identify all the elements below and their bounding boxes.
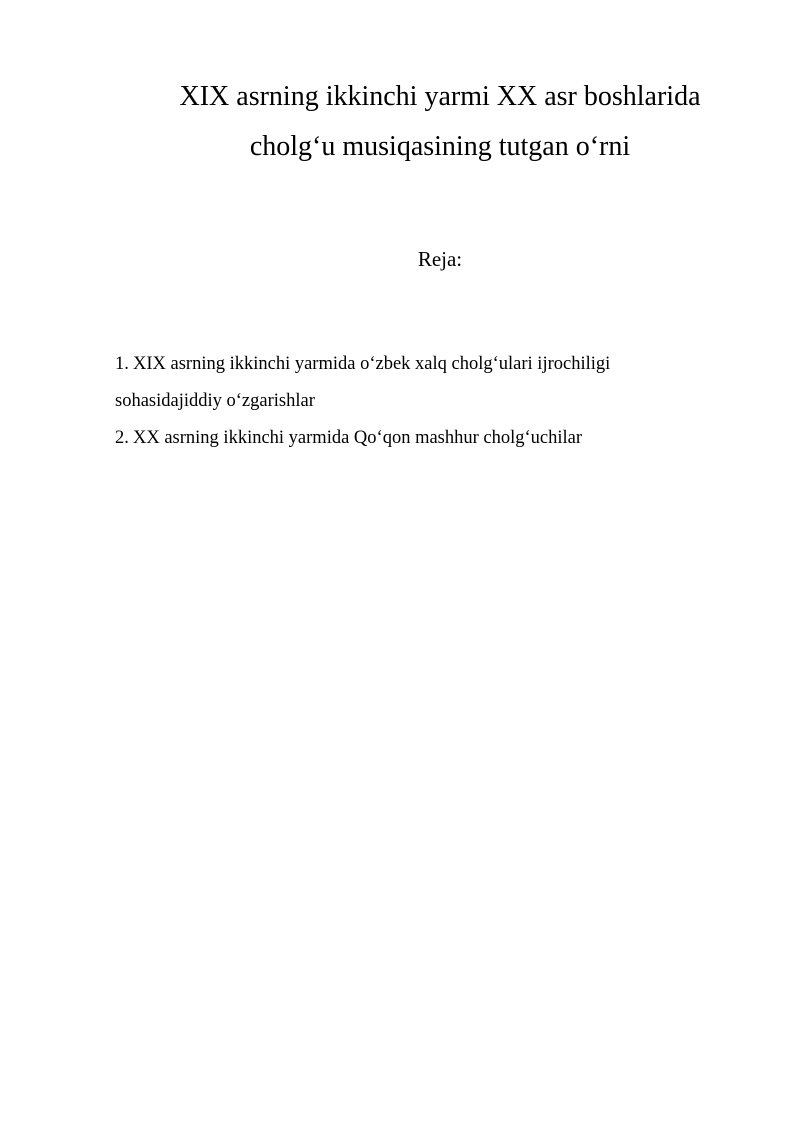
document-title-line-1: XIX asrning ikkinchi yarmi XX asr boshlarida <box>179 81 701 112</box>
plan-item-1-text: XIX asrning ikkinchi yarmida o‘zbek xalq cholg‘ulari ijrochiligi <box>133 354 611 374</box>
plan-item-2-number: 2. <box>115 428 129 448</box>
plan-item-1-second-line: sohasidajiddiy o‘zgarishlar <box>115 391 315 411</box>
plan-item-1-first-line <box>115 346 715 383</box>
plan-item-2-text: XX asrning ikkinchi yarmida Qo‘qon mashhur cholg‘uchilar <box>133 428 583 448</box>
plan-heading: Reja: <box>417 247 463 271</box>
plan-item-2 <box>115 420 715 457</box>
plan-item-1 <box>115 346 715 420</box>
document-title-line-2: cholg‘u musiqasining tutgan o‘rni <box>249 131 631 162</box>
plan-list <box>115 346 715 457</box>
plan-item-2-first-line <box>115 420 715 457</box>
plan-item-1-number: 1. <box>115 354 129 374</box>
